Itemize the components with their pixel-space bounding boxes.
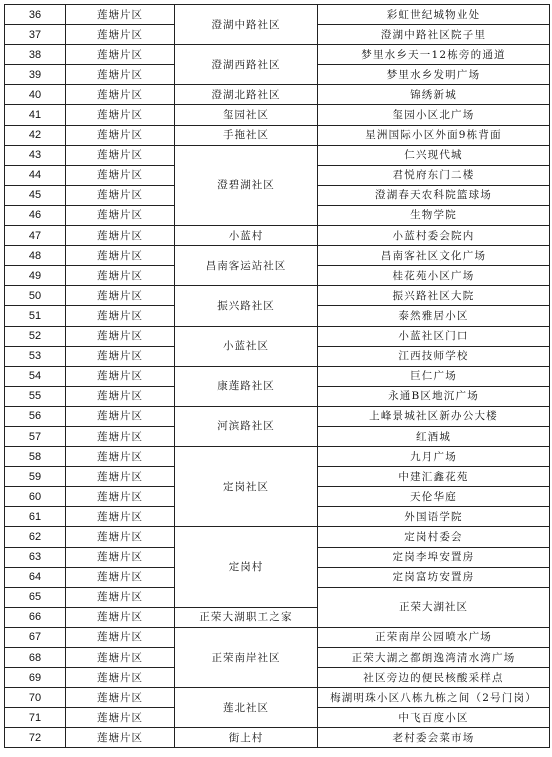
area-cell: 莲塘片区: [66, 205, 175, 225]
community-cell: 正荣南岸社区: [175, 627, 318, 687]
row-number: 71: [5, 708, 66, 728]
community-cell: 街上村: [175, 728, 318, 748]
table-row: [5, 246, 550, 266]
row-number: 56: [5, 406, 66, 426]
table-row: [5, 447, 550, 467]
row-number: 52: [5, 326, 66, 346]
table-row: [5, 105, 550, 125]
row-number: 66: [5, 607, 66, 627]
table-row: [5, 728, 550, 748]
table-row: [5, 527, 550, 547]
area-cell: 莲塘片区: [66, 85, 175, 105]
row-number: 38: [5, 45, 66, 65]
area-cell: 莲塘片区: [66, 105, 175, 125]
community-cell: 康莲路社区: [175, 366, 318, 406]
row-number: 51: [5, 306, 66, 326]
area-cell: 莲塘片区: [66, 708, 175, 728]
row-number: 37: [5, 25, 66, 45]
area-cell: 莲塘片区: [66, 185, 175, 205]
area-cell: 莲塘片区: [66, 406, 175, 426]
row-number: 49: [5, 266, 66, 286]
location-cell: 锦绣新城: [318, 85, 550, 105]
area-cell: 莲塘片区: [66, 587, 175, 607]
area-cell: 莲塘片区: [66, 487, 175, 507]
community-cell: 玺园社区: [175, 105, 318, 125]
row-number: 41: [5, 105, 66, 125]
location-cell: 红酒城: [318, 426, 550, 446]
row-number: 43: [5, 145, 66, 165]
table-row: [5, 45, 550, 65]
community-cell: 澄湖中路社区: [175, 5, 318, 45]
location-cell: 社区旁边的便民核酸采样点: [318, 668, 550, 688]
area-cell: 莲塘片区: [66, 527, 175, 547]
location-cell: 君悦府东门二楼: [318, 165, 550, 185]
location-cell: 外国语学院: [318, 507, 550, 527]
area-cell: 莲塘片区: [66, 246, 175, 266]
community-cell: 小蓝社区: [175, 326, 318, 366]
community-cell: 河滨路社区: [175, 406, 318, 446]
community-cell: 昌南客运站社区: [175, 246, 318, 286]
area-cell: 莲塘片区: [66, 145, 175, 165]
area-cell: 莲塘片区: [66, 627, 175, 647]
community-cell: 手拖社区: [175, 125, 318, 145]
row-number: 68: [5, 648, 66, 668]
area-cell: 莲塘片区: [66, 346, 175, 366]
location-cell: 生物学院: [318, 205, 550, 225]
location-cell: 中建汇鑫花苑: [318, 467, 550, 487]
row-number: 50: [5, 286, 66, 306]
area-cell: 莲塘片区: [66, 5, 175, 25]
table-row: [5, 125, 550, 145]
row-number: 62: [5, 527, 66, 547]
row-number: 70: [5, 688, 66, 708]
row-number: 48: [5, 246, 66, 266]
row-number: 69: [5, 668, 66, 688]
table-row: [5, 627, 550, 647]
location-cell: 中飞百度小区: [318, 708, 550, 728]
location-cell: 巨仁广场: [318, 366, 550, 386]
area-cell: 莲塘片区: [66, 25, 175, 45]
area-cell: 莲塘片区: [66, 607, 175, 627]
row-number: 64: [5, 567, 66, 587]
row-number: 45: [5, 185, 66, 205]
area-cell: 莲塘片区: [66, 668, 175, 688]
area-cell: 莲塘片区: [66, 728, 175, 748]
community-cell: 正荣大湖社区: [318, 587, 550, 627]
row-number: 63: [5, 547, 66, 567]
row-number: 57: [5, 426, 66, 446]
row-number: 40: [5, 85, 66, 105]
area-cell: 莲塘片区: [66, 306, 175, 326]
area-cell: 莲塘片区: [66, 426, 175, 446]
location-cell: 梦里水乡天一12栋旁的通道: [318, 45, 550, 65]
community-cell: 澄碧湖社区: [175, 145, 318, 225]
location-cell: 天伦华庭: [318, 487, 550, 507]
location-cell: 梦里水乡发明广场: [318, 65, 550, 85]
row-number: 44: [5, 165, 66, 185]
location-cell: 彩虹世纪城物业处: [318, 5, 550, 25]
location-cell: 星洲国际小区外面9栋背面: [318, 125, 550, 145]
location-cell: 九月广场: [318, 447, 550, 467]
community-cell: 澄湖北路社区: [175, 85, 318, 105]
area-cell: 莲塘片区: [66, 266, 175, 286]
location-cell: 澄湖春天农科院篮球场: [318, 185, 550, 205]
area-cell: 莲塘片区: [66, 326, 175, 346]
area-cell: 莲塘片区: [66, 467, 175, 487]
location-cell: 正荣南岸公园喷水广场: [318, 627, 550, 647]
row-number: 58: [5, 447, 66, 467]
area-cell: 莲塘片区: [66, 226, 175, 246]
location-cell: 正荣大湖之都朗逸湾清水湾广场: [318, 648, 550, 668]
row-number: 39: [5, 65, 66, 85]
sampling-site-table: [4, 4, 550, 748]
location-cell: 昌南客社区文化广场: [318, 246, 550, 266]
row-number: 72: [5, 728, 66, 748]
location-cell: 仁兴现代城: [318, 145, 550, 165]
location-cell: 定岗李埠安置房: [318, 547, 550, 567]
row-number: 61: [5, 507, 66, 527]
location-cell: 澄湖中路社区院子里: [318, 25, 550, 45]
area-cell: 莲塘片区: [66, 507, 175, 527]
location-cell: 江西技师学校: [318, 346, 550, 366]
community-cell: 澄湖西路社区: [175, 45, 318, 85]
table-row: [5, 145, 550, 165]
row-number: 36: [5, 5, 66, 25]
location-cell: 正荣大湖职工之家: [175, 607, 318, 627]
area-cell: 莲塘片区: [66, 125, 175, 145]
row-number: 42: [5, 125, 66, 145]
row-number: 46: [5, 205, 66, 225]
area-cell: 莲塘片区: [66, 688, 175, 708]
table-row: [5, 326, 550, 346]
row-number: 67: [5, 627, 66, 647]
community-cell: 振兴路社区: [175, 286, 318, 326]
location-cell: 梅湖明珠小区八栋九栋之间（2号门岗）: [318, 688, 550, 708]
location-cell: 振兴路社区大院: [318, 286, 550, 306]
row-number: 54: [5, 366, 66, 386]
row-number: 60: [5, 487, 66, 507]
area-cell: 莲塘片区: [66, 447, 175, 467]
row-number: 59: [5, 467, 66, 487]
table-row: [5, 85, 550, 105]
location-cell: 上峰景城社区新办公大楼: [318, 406, 550, 426]
community-cell: 定岗社区: [175, 447, 318, 527]
location-cell: 桂花苑小区广场: [318, 266, 550, 286]
area-cell: 莲塘片区: [66, 165, 175, 185]
table-row: [5, 286, 550, 306]
table-row: [5, 226, 550, 246]
row-number: 65: [5, 587, 66, 607]
area-cell: 莲塘片区: [66, 65, 175, 85]
location-cell: 玺园小区北广场: [318, 105, 550, 125]
area-cell: 莲塘片区: [66, 286, 175, 306]
row-number: 55: [5, 386, 66, 406]
area-cell: 莲塘片区: [66, 648, 175, 668]
location-cell: 定岗富坊安置房: [318, 567, 550, 587]
location-cell: 泰然雅居小区: [318, 306, 550, 326]
area-cell: 莲塘片区: [66, 547, 175, 567]
table-row: [5, 406, 550, 426]
row-number: 53: [5, 346, 66, 366]
area-cell: 莲塘片区: [66, 567, 175, 587]
community-cell: 莲北社区: [175, 688, 318, 728]
location-cell: 小蓝村委会院内: [318, 226, 550, 246]
area-cell: 莲塘片区: [66, 386, 175, 406]
community-cell: 定岗村: [175, 527, 318, 607]
location-cell: 定岗村委会: [318, 527, 550, 547]
location-cell: 老村委会菜市场: [318, 728, 550, 748]
row-number: 47: [5, 226, 66, 246]
table-body: [5, 5, 550, 748]
table-row: [5, 688, 550, 708]
table-row: [5, 366, 550, 386]
location-cell: 永通B区地沉广场: [318, 386, 550, 406]
area-cell: 莲塘片区: [66, 45, 175, 65]
table-row: [5, 5, 550, 25]
location-cell: 小蓝社区门口: [318, 326, 550, 346]
community-cell: 小蓝村: [175, 226, 318, 246]
area-cell: 莲塘片区: [66, 366, 175, 386]
